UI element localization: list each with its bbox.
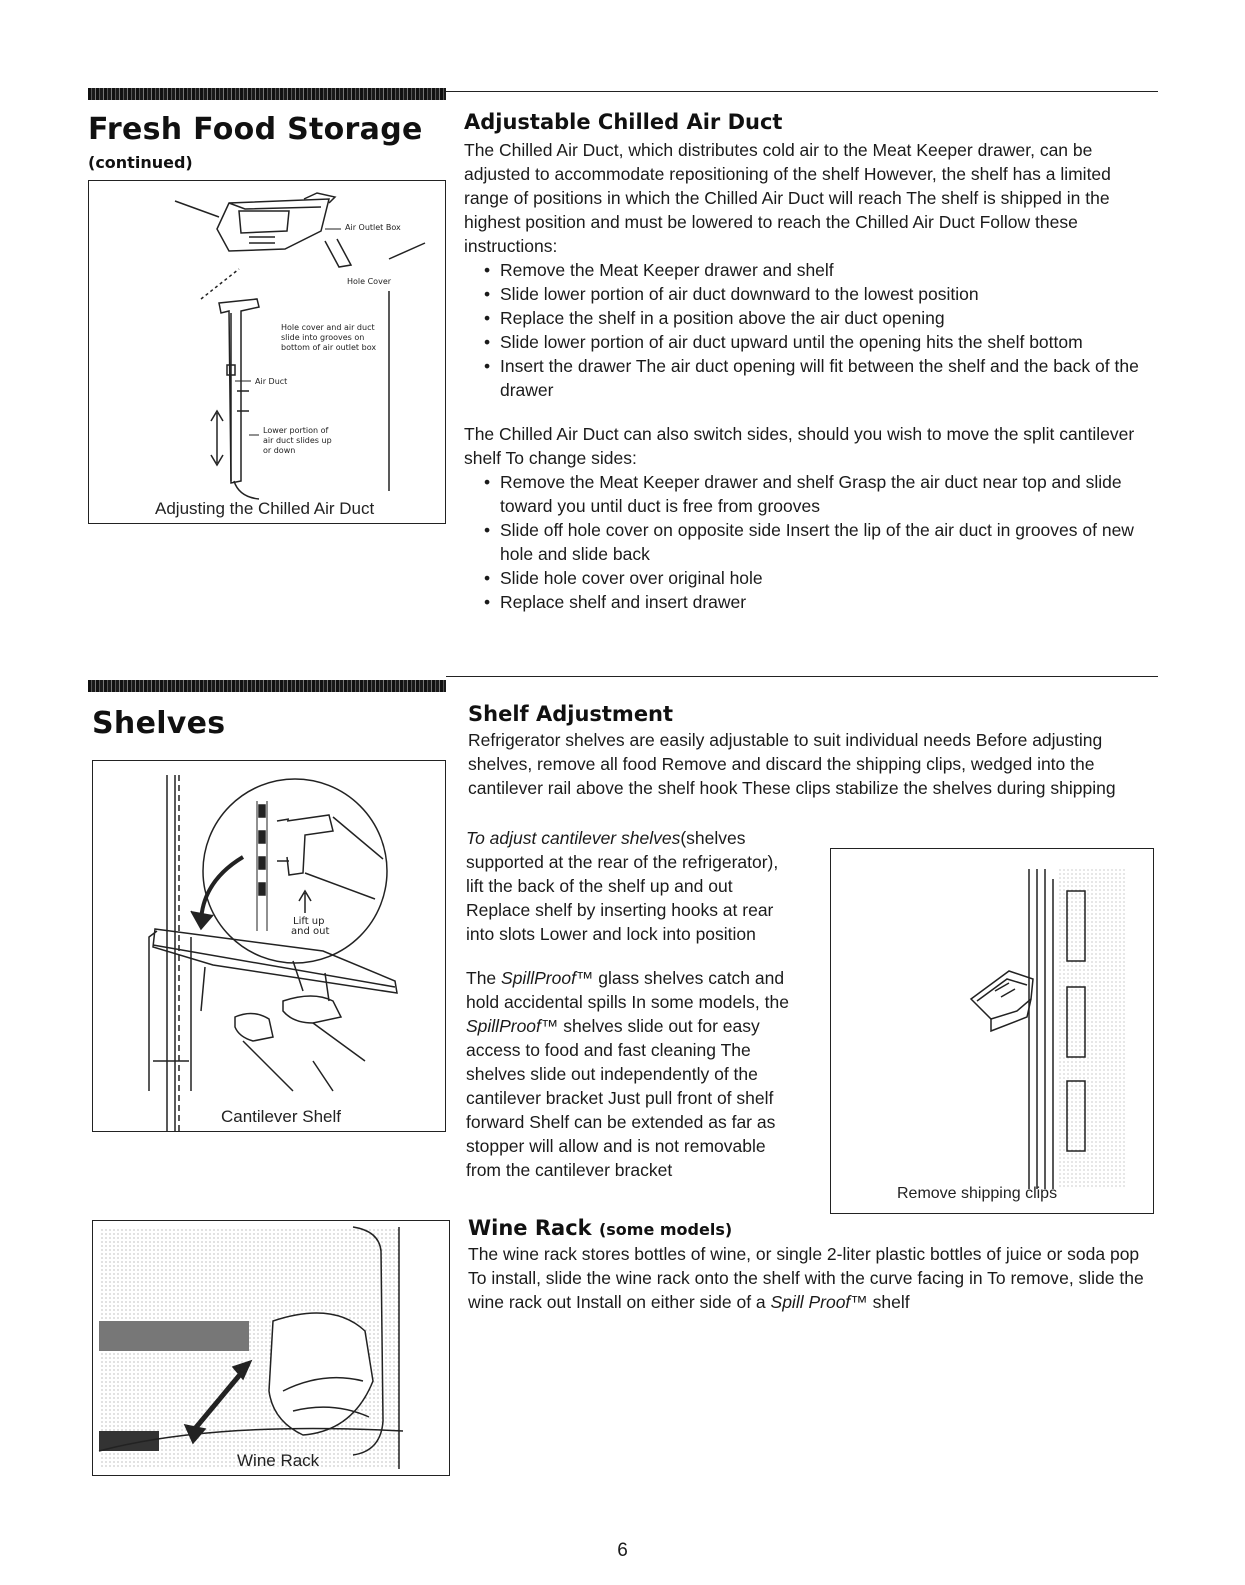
heading-wine-rack: [468, 1216, 732, 1240]
label-lower-portion-1: Lower portion of: [263, 426, 329, 435]
wine-rack-qualifier: (some models): [598, 1220, 733, 1239]
shelf-adjustment-intro: Refrigerator shelves are easily adjustable to suit individual needs Before adjusting shelves, remove all food Remove and discard the shipping clips, wedged into the cantilever rail above the shelf hook These clips stabilize the shelves during shipping: [468, 730, 1116, 798]
label-air-outlet-box: Air Outlet Box: [345, 223, 401, 232]
wine-rack-body: The wine rack stores bottles of wine, or single 2-liter plastic bottles of juice or soda pop To install, slide the wine rack onto the shelf with the curve facing in To remove, slide the wine rack out Install on either side of a: [468, 1244, 1144, 1312]
air-duct-steps: [464, 258, 1154, 402]
cantilever-text: (shelves supported at the rear of the refrigerator), lift the back of the shelf up and out Replace shelf by inserting hooks at rear into slots Lower and lock into position: [466, 828, 779, 944]
wine-rack-end: shelf: [867, 1292, 910, 1312]
label-hole-cover-note-2: slide into grooves on: [281, 333, 365, 342]
figure-caption-cantilever: Cantilever Shelf: [221, 1107, 342, 1126]
spillproof-brand: SpillProof™: [466, 1016, 559, 1036]
spill-text-3: shelves slide out for easy access to food and fast cleaning The shelves slide out independently of the cantilever bracket Just pull front of shelf forward Shelf can be extended as far as stopper will allow and is not removable from the cantilever bracket: [466, 1016, 776, 1180]
cantilever-shelf-figure: [92, 760, 446, 1132]
spill-text-1: The: [466, 968, 502, 988]
list-item: • Slide lower portion of air duct downward to the lowest position: [484, 282, 1154, 306]
section-rule-shelves: [446, 676, 1158, 677]
air-duct-figure: [88, 180, 446, 524]
heading-shelf-adjustment: Shelf Adjustment: [468, 702, 674, 726]
page-number: 6: [617, 1540, 628, 1561]
shipping-clips-figure: [830, 848, 1154, 1214]
section-bar-shelves: [88, 680, 446, 692]
label-hole-cover-note-3: bottom of air outlet box: [281, 343, 377, 352]
label-lower-portion-3: or down: [263, 446, 296, 455]
list-item: • Slide hole cover over original hole: [484, 566, 1154, 590]
label-hole-cover: Hole Cover: [347, 277, 392, 286]
subtitle-continued: (continued): [88, 153, 193, 172]
label-lift-up: Lift up: [293, 916, 325, 927]
label-lower-portion-2: air duct slides up: [263, 436, 332, 445]
list-item: • Slide lower portion of air duct upward until the opening hits the shelf bottom: [484, 330, 1154, 354]
list-item: • Remove the Meat Keeper drawer and shelf: [484, 258, 1154, 282]
cantilever-instructions: [466, 826, 800, 1182]
label-hole-cover-note-1: Hole cover and air duct: [281, 323, 375, 332]
label-and-out: and out: [291, 926, 330, 937]
air-duct-intro: The Chilled Air Duct, which distributes cold air to the Meat Keeper drawer, can be adjusted to accommodate repositioning of the shelf However, the shelf has a limited range of positions in which the Chilled Air Duct will reach The shelf is shipped in the highest position and must be lowered to reach the Chilled Air Duct Follow these instructions:: [464, 140, 1111, 256]
wine-rack-heading: Wine Rack: [468, 1216, 592, 1240]
list-item: • Remove the Meat Keeper drawer and shelf Grasp the air duct near top and slide toward you until duct is free from grooves: [484, 470, 1154, 518]
spillproof-brand: Spill Proof™: [770, 1292, 868, 1312]
list-item: • Replace shelf and insert drawer: [484, 590, 1154, 614]
wine-rack-figure: [92, 1220, 450, 1476]
page-title-fresh-food: Fresh Food Storage: [88, 112, 423, 147]
heading-air-duct: Adjustable Chilled Air Duct: [464, 110, 783, 134]
spill-text-2: glass shelves catch and hold accidental spills In some models, the: [466, 968, 789, 1012]
air-duct-text: [464, 138, 1154, 614]
shipping-clips-illustration: [831, 849, 1153, 1213]
label-air-duct: Air Duct: [255, 377, 288, 386]
air-duct-switch-intro: The Chilled Air Duct can also switch sides, should you wish to move the split cantilever shelf To change sides:: [464, 424, 1135, 468]
section-bar-fresh-food: [88, 88, 446, 100]
section-rule-fresh-food: [446, 91, 1158, 92]
air-duct-switch-steps: [464, 470, 1154, 614]
list-item: • Slide off hole cover on opposite side Insert the lip of the air duct in grooves of new hole and slide back: [484, 518, 1154, 566]
figure-caption-shipping-clips: Remove shipping clips: [897, 1185, 1058, 1202]
figure-caption-wine-rack: Wine Rack: [237, 1451, 320, 1470]
figure-caption-air-duct: Adjusting the Chilled Air Duct: [155, 499, 375, 518]
wine-rack-illustration: [93, 1221, 449, 1475]
cantilever-shelf-illustration: [93, 761, 445, 1131]
cantilever-lead: To adjust cantilever shelves: [466, 828, 681, 848]
list-item: • Insert the drawer The air duct opening will fit between the shelf and the back of the drawer: [484, 354, 1154, 402]
list-item: • Replace the shelf in a position above the air duct opening: [484, 306, 1154, 330]
page-title-shelves: Shelves: [92, 706, 226, 741]
spillproof-brand: SpillProof™: [501, 968, 594, 988]
wine-rack-text: [468, 1242, 1154, 1314]
